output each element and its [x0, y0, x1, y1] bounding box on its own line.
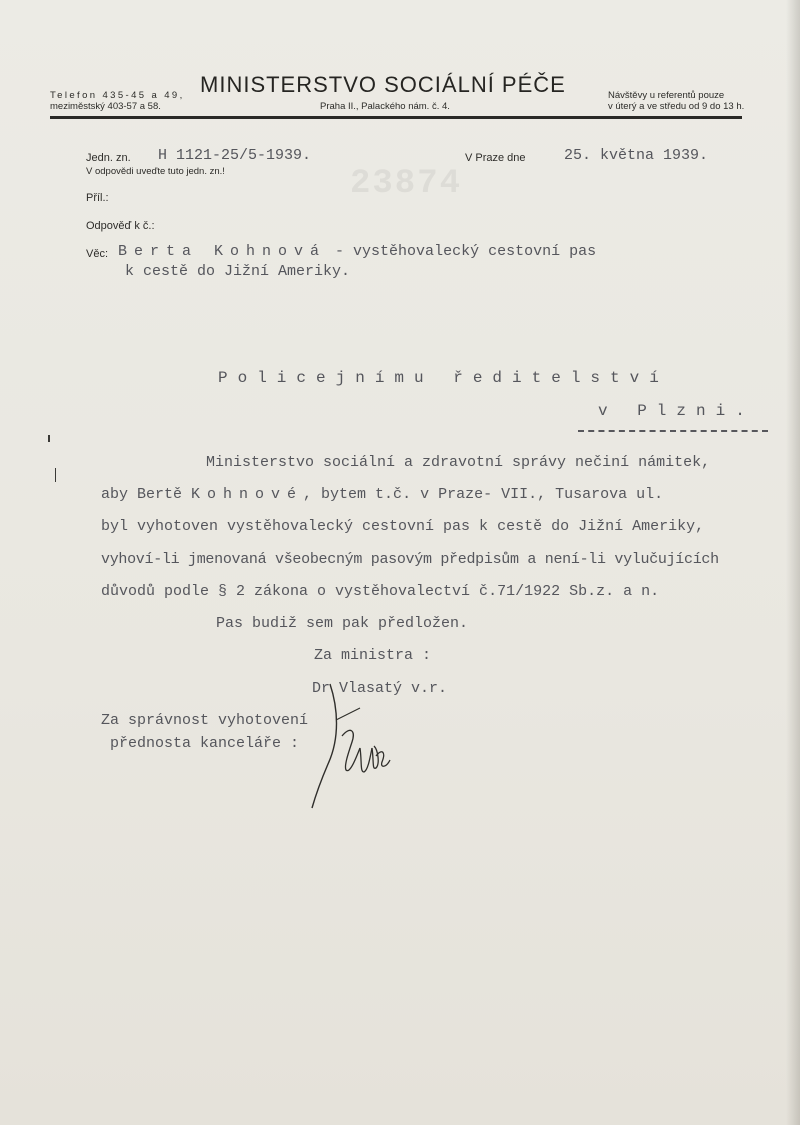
- subject-line1: [118, 243, 596, 260]
- attachments-label: Příl.:: [86, 192, 109, 204]
- margin-mark-bottom: [55, 468, 56, 482]
- body-line6: Pas budiž sem pak předložen.: [216, 615, 469, 632]
- place-label: V Praze dne: [465, 152, 526, 164]
- body-line2: [101, 486, 663, 503]
- reply-label: Odpověď k č.:: [86, 220, 155, 232]
- subject-label: Věc:: [86, 248, 109, 260]
- ref-note: V odpovědi uveďte tuto jedn. zn.!: [86, 166, 225, 177]
- body-line4: vyhoví-li jmenovaná všeobecným pasovým předpisům a není-li vylučujících: [101, 551, 719, 568]
- certify-line1: Za správnost vyhotovení: [101, 712, 309, 729]
- handwritten-signature: [300, 678, 400, 818]
- recipient-line1: Policejnímu ředitelství: [218, 369, 669, 387]
- certify-line2: přednosta kanceláře :: [110, 735, 300, 752]
- subject-topic: - vystěhovalecký cestovní pas: [335, 243, 597, 260]
- letterhead-phone-line1: Telefon 435-45 a 49,: [50, 90, 185, 101]
- closing-for-minister: Za ministra :: [314, 647, 432, 664]
- body-line2-pre: aby Bertě: [101, 486, 183, 503]
- date-value: 25. května 1939.: [564, 147, 709, 164]
- letterhead-ministry-name: MINISTERSTVO SOCIÁLNÍ PÉČE: [200, 72, 566, 97]
- subject-line2: k cestě do Jižní Ameriky.: [125, 263, 351, 280]
- recipient-line2: v Plzni.: [598, 402, 755, 420]
- body-line2-name: Kohnové: [191, 486, 304, 503]
- subject-person-name: Berta Kohnová: [118, 243, 327, 260]
- body-line3: byl vyhotoven vystěhovalecký cestovní pas k cestě do Jižní Ameriky,: [101, 518, 705, 535]
- letterhead-address: Praha II., Palackého nám. č. 4.: [320, 101, 450, 112]
- body-line2-post: , bytem t.č. v Praze- VII., Tusarova ul.: [303, 486, 664, 503]
- recipient-underline: [578, 430, 768, 432]
- paper-edge-shadow: [786, 0, 800, 1125]
- letterhead-visits-line1: Návštěvy u referentů pouze: [608, 90, 725, 101]
- body-line5: důvodů podle § 2 zákona o vystěhovalectví č.71/1922 Sb.z. a n.: [101, 583, 660, 600]
- body-line1: Ministerstvo sociální a zdravotní správy nečiní námitek,: [206, 454, 711, 471]
- letterhead-phone-line2: meziměstský 403-57 a 58.: [50, 101, 161, 112]
- letterhead-visits-line2: v úterý a ve středu od 9 do 13 h.: [608, 101, 745, 112]
- ref-value: H 1121-25/5-1939.: [158, 147, 312, 164]
- closing-signed: Dr Vlasatý v.r.: [312, 680, 448, 697]
- received-stamp: 23874: [350, 165, 463, 203]
- letterhead-rule: [50, 116, 742, 119]
- margin-mark-top: [48, 435, 50, 442]
- ref-label: Jedn. zn.: [86, 152, 131, 164]
